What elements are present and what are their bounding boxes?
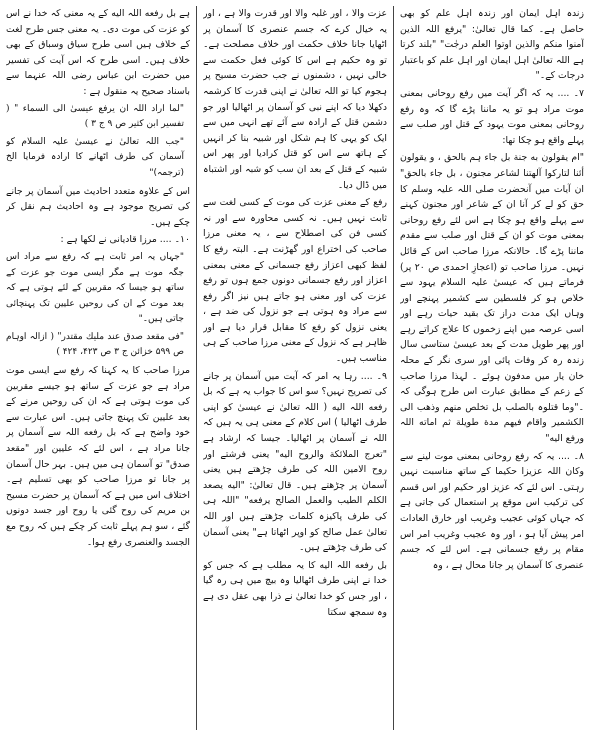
column-middle	[203, 6, 387, 730]
paragraph: رفع کے معنی عزت کی موت کے کسی لغت سے ثابت نہیں ہیں۔ نہ کسی محاورہ سے اور نہ کسی فن کی اصطلاح سے ، یہ معنی مرزا صاحب کی اختراع اور گھڑنت ہے۔ البتہ رفع کا لفظ کبھی اعزاز رفع جسمانی کے معنی بمعنی اعزاز اور رفع جسمانی دونوں جمع ہوں تو رفع عزت کی اور معنی ہو جاتے ہیں نیز اگر رفع سے مراد وہ ہوتی ہے جو نزول کی ضد ہے ، یعنی نزول کو رفع کا مقابل قرار دیا ہے اور ظاہر ہے کہ نزول کے معنی مرزا صاحب کے ہی مناسب ہیں۔	[203, 197, 387, 365]
quotation-translation: "جب اللہ تعالیٰ نے عیسیٰ علیہ السلام کو آسمان کی طرف اٹھانے کا ارادہ فرمایا الخ (ترجمہ)"	[6, 136, 184, 178]
paragraph: ۸۔ .... یہ کہ رفع روحانی بمعنی موت لینے سے وکان اللہ عزیزا حکیما کے ساتھ مناسبت نہیں رہتی۔ اس لئے کہ عزیز اور حکیم اور اس قسم کی ترکیب اس موقع پر استعمال کی جاتی ہے کہ جہاں کوئی عجیب وغریب اور خارق العادات امر پیش آیا ہو ، اور وہ عجیب وغریب امر اس مقام پر رفع جسمانی ہے۔ اس لئے کہ جسم عنصری کا آسمان پر جانا محال ہے ، وہ	[400, 450, 584, 571]
paragraph: ۷۔ .... یہ کہ اگر آیت میں رفع روحانی بمعنی موت مراد ہو تو یہ ماننا پڑے گا کہ وہ رفع روحانی بمعنی موت یہود کے قتل اور صلب سے پہلے واقع ہو چکا تھا:	[400, 87, 584, 146]
paragraph: زندہ اہل ایمان اور زندہ اہل علم کو بھی حاصل ہے۔ کما قال تعالیٰ: "یرفع اللہ الذین آمنوا منکم والذین اوتوا العلم درجٰت" "بلند کرتا ہے اللہ تعالیٰ اہل ایمان اور اہل علم کو باعتبار درجات کے۔"	[400, 8, 584, 82]
quotation: "جہاں یہ امر ثابت ہے کہ رفع سے مراد اس جگہ موت ہے مگر ایسی موت جو عزت کے ساتھ ہو جیسا کہ مقربین کے لئے ہوتی ہے کہ بعد موت کے ان کی روحیں علیین تک پہنچائی جاتی ہیں۔"	[6, 251, 184, 325]
paragraph: ہے بل رفعه اللہ الیه کے یہ معنی کہ خدا نے اس کو عزت کی موت دی۔ یہ معنی جس طرح لغت کے خلاف ہیں اسی طرح سیاق وسباق کے بھی خلاف ہیں۔ اسی طرح کہ اس آیت کی تفسیر میں حضرت ابن عباس رضی اللہ عنہما سے باسناد صحیح یہ منقول ہے :	[6, 8, 190, 97]
column-divider	[393, 6, 394, 730]
section-heading: ۱۰۔ .... مرزا قادیانی نے لکھا ہے :	[60, 234, 190, 246]
paragraph: اس کے علاوہ متعدد احادیث میں آسمان پر جانے کی تصریح موجود ہے وہ احادیث ہم نقل کر چکے ہیں۔	[6, 185, 190, 228]
paragraph: "ام یقولون به جنة بل جاء ہم بالحق ، و یقولون أئنا لتارکوا آلهتنا لشاعر مجنون ، بل جاء بالحق" ان آیات میں آنحضرت صلی اللہ علیہ وسلم کا حق کو لے کر آنا ان کے شاعر اور مجنون کہنے سے پہلے واقع ہو چکا ہے اس لئے رفع روحانی بمعنی موت کو ان کے قتل اور صلب سے مقدم ماننا پڑے گا۔ حالانکہ مرزا صاحب اس کے قائل نہیں۔ مرزا صاحب تو (اعجازِ احمدی ص ۲۰ پر) فرماتے ہیں کہ عیسیٰ علیہ السلام یہود سے خلاص ہو کر فلسطین سے کشمیر پہنچے اور وہاں ایک مدت دراز تک بقید حیات رہے اور اسی عرصہ میں اپنے زخموں کا علاج کراتے رہے اور پھر طویل مدت کے بعد عیسیٰ ستاسی سال زندہ رہ کر وفات پائی اور سری نگر کے محلہ خان یار میں مدفون ہوئے ۔ لہذا مرزا صاحب کے زعم کے مطابق عبارت اس طرح ہوگی کہ ۔"وما قتلوہ بالصلب بل تخلص منهم وذهب الی الکشمیر واقام فیهم مدة طویلة ثم اماته اللہ ورفع الیه"	[400, 152, 584, 445]
paragraph: مرزا صاحب کا یہ کہنا کہ رفع سے ایسی موت مراد ہے جو عزت کے ساتھ ہو جیسے مقربین کی موت ہوتی ہے کہ ان کی روحیں مرنے کے بعد علیین تک پہنچ جاتی ہیں۔ اس عبارت سے خود واضح ہے کہ بل رفعه اللہ سے آسمان پر جانا مراد ہے ، اس لئے کہ علیین اور "مقعد صدق" تو آسمان ہی میں ہیں۔ بہر حال آسمان پر جانا تو مرزا صاحب کو بھی تسلیم ہے۔ اختلاف اس میں ہے کہ آسمان پر حضرت مسیح بن مریم کی روح گئی یا روح اور جسد دونوں گئے ، سو ہم پہلے ثابت کر چکے ہیں کہ روح مع الجسد والعنصری رفع ہوا۔	[6, 365, 190, 548]
citation: "فی مقعد صدق عند ملیك مقتدر" ( ازالہ اوہام ص ۵۹۹ خزائن ج ۳ ص ۴۲۳، ۴۲۴ )	[6, 331, 184, 358]
column-left	[6, 6, 190, 730]
paragraph: ۹۔ .... رہا یہ امر کہ آیت میں آسمان پر جانے کی تصریح نہیں؟ سو اس کا جواب یہ ہے کہ بل رفعه اللہ الیه ( اللہ تعالیٰ نے عیسیٰ کو اپنی طرف اٹھالیا ) اس کلام کے معنی ہی یہ ہیں کہ اللہ نے آسمان پر اٹھالیا۔ جیسا کہ ارشاد ہے "تعرج الملائکة والروح الیه" یعنی فرشتے اور روح الامین اللہ کی طرف چڑھتے ہیں یعنی آسمان پر چڑھتے ہیں۔ قال تعالیٰ: "الیه یصعد الکلم الطیب والعمل الصالح یرفعه" "اللہ ہی کی طرف پاکیزہ کلمات چڑھتے ہیں اور اللہ تعالیٰ عمل صالح کو اوپر اٹھاتا ہے" یعنی آسمان کی طرف چڑھتے ہیں۔	[203, 370, 387, 554]
column-divider	[196, 6, 197, 730]
quotation: "لما اراد اللہ ان یرفع عیسیٰ الی السماء " ( تفسیر ابن کثیر ص ۹ ج ۳ )	[6, 103, 184, 130]
column-right	[400, 6, 584, 730]
paragraph: بل رفعه اللہ الیه کا یہ مطلب ہے کہ جس کو خدا نے اپنی طرف اٹھالیا وہ بیچ میں ہی رہ گیا ، اور جس کو خدا تعالیٰ نے ذرا بھی عقل دی ہے وہ سمجھ سکتا	[203, 559, 387, 618]
paragraph: عزت والا ، اور غلبہ والا اور قدرت والا ہے ، اور یہ خیال کرے کہ جسم عنصری کا آسمان پر اٹھایا جانا خلاف حکمت اور خلاف مصلحت ہے۔ تو وہ حکیم ہے اس کا کوئی فعل حکمت سے خالی نہیں ، دشمنوں نے جب حضرت مسیح پر ہجوم کیا تو اللہ تعالیٰ نے اپنی قدرت کا کرشمہ دکھلا دیا کہ اپنے نبی کو آسمان پر اٹھالیا اور جو دشمن قتل کے ارادہ سے آئے تھے انہی میں سے ایک کو یہی کا ہم شکل اور شبیہ بنا کر انہیں کے ہاتھ سے اس کو قتل کرادیا اور پھر اس شبیہ کے قتل کے بعد ان سب کو شبہ اور اشتباہ میں ڈال دیا۔	[203, 8, 387, 191]
